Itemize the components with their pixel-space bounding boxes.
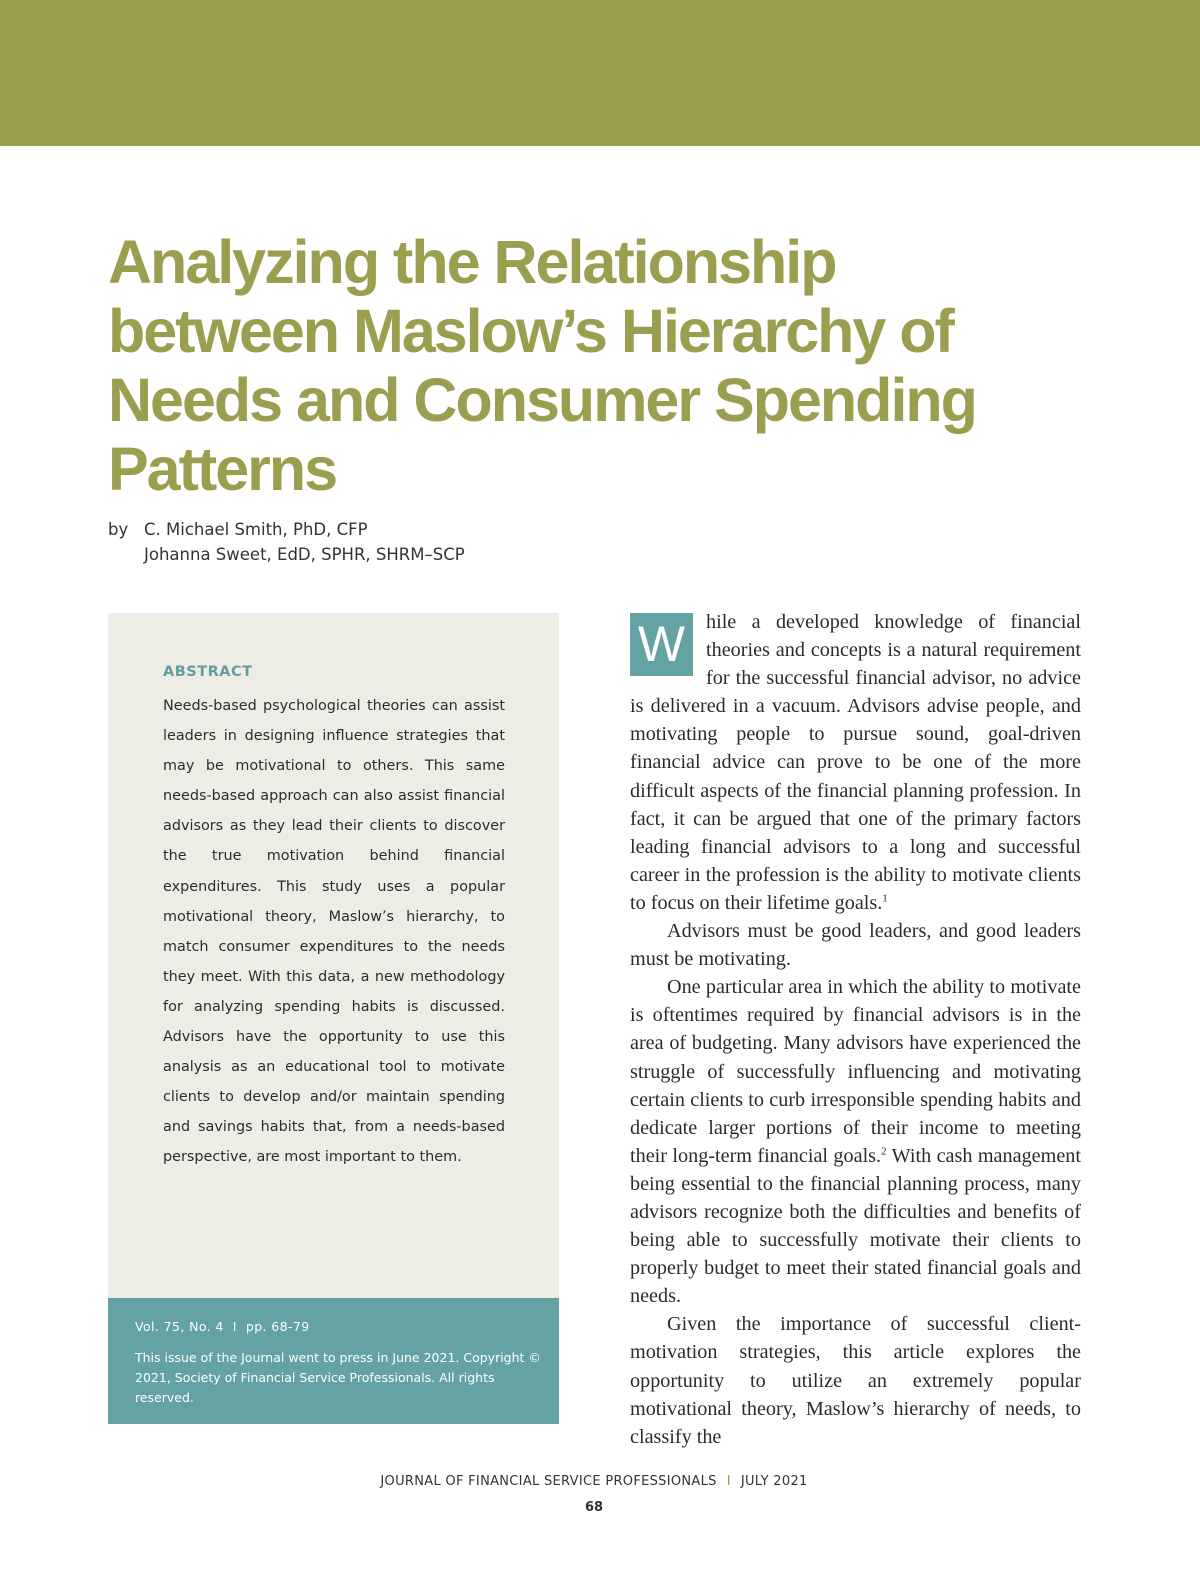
body-paragraph: Advisors must be good leaders, and good leaders must be motivating. <box>630 920 1081 971</box>
volume-line <box>135 1319 310 1334</box>
volume-separator: I <box>232 1319 237 1334</box>
abstract-box <box>108 613 559 1298</box>
body-paragraph <box>630 973 1081 1310</box>
volume-number: Vol. 75, No. 4 <box>135 1319 224 1334</box>
author-2: Johanna Sweet, EdD, SPHR, SHRM–SCP <box>144 545 465 564</box>
footer-separator: I <box>726 1474 731 1489</box>
page-number: 68 <box>584 1500 604 1515</box>
footnote-ref: 2 <box>881 1145 887 1158</box>
body-text: With cash management being essential to the financial planning process, many advisors recognize both the difficulties and benefits of being able to successfully motivate their clients to properly budget to meet their stated financial goals and needs. <box>630 1144 1081 1308</box>
issue-info-box <box>108 1298 559 1424</box>
running-footer <box>0 1474 1188 1489</box>
header-color-band <box>0 0 1200 146</box>
footnote-ref: 1 <box>882 892 888 905</box>
article-title: Analyzing the Relationship between Maslow’s Hierarchy of Needs and Consumer Spending Patterns <box>108 228 976 503</box>
issue-date: JULY 2021 <box>740 1474 808 1489</box>
abstract-heading: ABSTRACT <box>163 664 253 680</box>
body-text: One particular area in which the ability to motivate is oftentimes required by financial advisors is in the area of budgeting. Many advisors have experienced the struggle of successfully influencing and motivating certain clients to curb irresponsible spending habits and dedicate larger portions of their income to meeting their long-term financial goals. <box>630 976 1081 1167</box>
byline-prefix: by <box>108 520 129 539</box>
body-paragraph <box>630 608 1081 917</box>
abstract-text: Needs-based psychological theories can assist leaders in designing influence strategies that may be motivational to others. This same needs-based approach can also assist financial advisors as they lead their clients to discover the true motivation behind financial expenditures. This study uses a popular motivational theory, Maslow’s hierarchy, to match consumer expenditures to the needs they meet. With this data, a new methodology for analyzing spending habits is discussed. Advisors have the opportunity to use this analysis as an educational tool to motivate clients to develop and/or maintain spending and savings habits that, from a needs-based perspective, are most important to them. <box>163 698 505 1166</box>
body-paragraph: Given the importance of successful client-motivation strategies, this article explores the opportunity to utilize an extremely popular motivational theory, Maslow’s hierarchy of needs, to classify the <box>630 1313 1081 1448</box>
page-range: pp. 68-79 <box>245 1319 310 1334</box>
article-body <box>630 608 1081 1451</box>
author-1: C. Michael Smith, PhD, CFP <box>144 520 368 539</box>
copyright-notice: This issue of the Journal went to press in June 2021. Copyright © 2021, Society of Financial Service Professionals. All rights reserved. <box>135 1350 541 1405</box>
drop-cap: W <box>630 613 693 676</box>
journal-name: JOURNAL OF FINANCIAL SERVICE PROFESSIONALS <box>380 1474 717 1489</box>
body-text: hile a developed knowledge of financial theories and concepts is a natural requirement for the successful financial advisor, no advice is delivered in a vacuum. Advisors advise people, and motivating people to pursue sound, goal-driven financial advice can prove to be one of the more difficult aspects of the financial planning profession. In fact, it can be argued that one of the primary factors leading financial advisors to a long and successful career in the profession is the ability to motivate clients to focus on their lifetime goals. <box>630 611 1081 914</box>
